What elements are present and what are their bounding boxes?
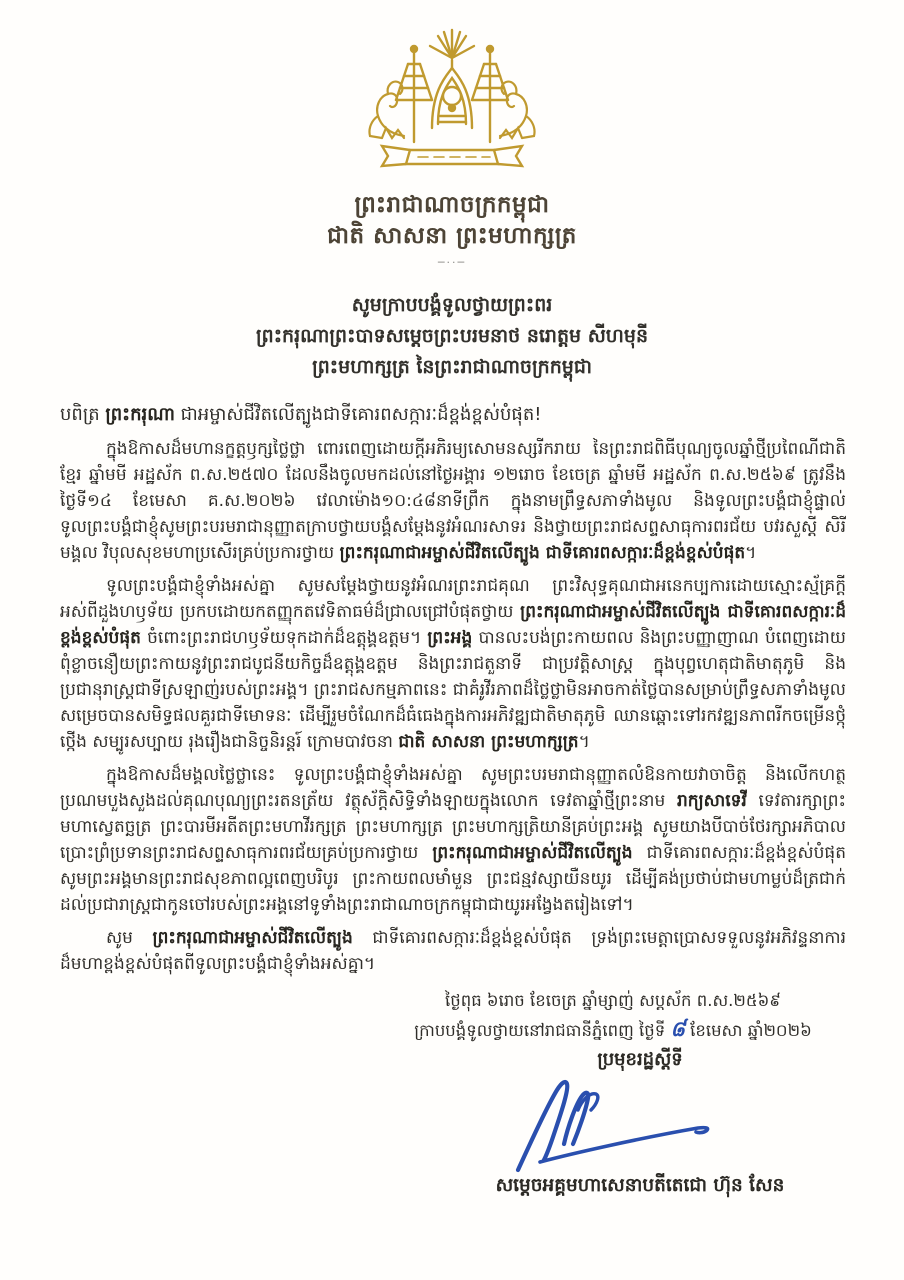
honorific-bold: ព្រះករុណាជាអម្ចាស់ជីវិតលើត្បូង ជាទីគោរពសក្ការៈដ៏ខ្ពង់ខ្ពស់បំផុត [339,543,746,563]
national-motto [0,190,904,252]
date-suffix: ខែមេសា ឆ្នាំ២០២៦ [690,1021,812,1040]
paragraph-text: ចំពោះព្រះរាជហឫទ័យទុកដាក់ដ៏ឧត្តុង្គឧត្តម។ [140,628,428,648]
paragraph-text: ក្នុងឱកាសដ៏មហានក្ខត្តឫក្សថ្លៃថ្លា ពោរពេញដោយក្តីអភិរម្យសោមនស្សរីករាយ នៃព្រះរាជពិធីបុណ្យចូលឆ្នាំថ្មីប្រពៃណីជាតិខ្មែរ ឆ្នាំមមី អដ្ឋស័ក ព.ស.២៥៧០ ដែលនឹងចូលមកដល់នៅថ្ងៃអង្គារ ១២រោច ខែចេត្រ ឆ្នាំមមី អដ្ឋស័ក ព.ស.២៥៦៩ ត្រូវនឹងថ្ងៃទី១៤ ខែមេសា គ.ស.២០២៦ វេលាម៉ោង១០:៤៨នាទីព្រឹក ក្នុងនាមព្រឹទ្ធសភាទាំងមូល និងទូលព្រះបង្គំជាខ្ញុំផ្ទាល់ ទូលព្រះបង្គំជាខ្ញុំសូមព្រះបរមរាជានុញ្ញាតក្រាបថ្វាយបង្គំសម្តែងនូវអំណរសាទរ និងថ្វាយព្រះរាជសព្ទសាធុការពរជ័យ បវរសួស្តី សិរីមង្គល វិបុលសុខមហាប្រសើរគ្រប់ប្រការថ្វាយ [60,439,846,563]
paragraph-text: ជាទីគោរពសក្ការៈដ៏ខ្ពង់ខ្ពស់បំផុត ទ្រង់ព្រះមេត្តាប្រោសទទួលនូវអភិវន្ទនាការដ៏មហាខ្ពង់ខ្ពស់បំផុតពីទូលព្រះបង្គំជាខ្ញុំទាំងអស់គ្នា។ [60,928,846,974]
salutation-line [60,401,846,429]
motto-bold: ជាតិ សាសនា ព្រះមហាក្សត្រ [398,732,579,752]
paragraph-text: សូម [106,928,153,948]
paragraph-text: ។ [578,732,590,752]
signature-block [420,1047,860,1201]
deity-name-bold: រាក្យសាទេវី [676,791,747,811]
paragraph-text: ជាទីគោរពសក្ការៈដ៏ខ្ពង់ខ្ពស់បំផុត សូមព្រះអង្គមានព្រះរាជសុខភាពល្អពេញបរិបូរ ព្រះកាយពលមាំមួន ព្រះជន្មវស្សាយឺនយូរ ដើម្បីគង់ប្រថាប់ជាមហាម្លប់ដ៏ត្រជាក់ដល់ប្រជារាស្ត្រជាកូនចៅរបស់ព្រះអង្គនៅទូទាំងព្រះរាជាណាចក្រកម្ពុជាជាយូរអង្វែងតរៀងទៅ។ [60,843,846,915]
signer-name: សម្តេចអគ្គមហាសេនាបតីតេជោ ហ៊ុន សែន [495,1175,785,1196]
signature-area [420,1074,860,1178]
paragraph-text: បានលះបង់ព្រះកាយពល និងព្រះបញ្ញាញាណ បំពេញដោយពុំខ្លាចនឿយព្រះកាយនូវព្រះរាជបូជនីយកិច្ចដ៏ឧត្តុង្គឧត្តម និងព្រះរាជតួនាទី ជាប្រវត្តិសាស្ត្រ ក្នុងបុព្វហេតុជាតិមាតុភូមិ និងប្រជានុរាស្ត្រជាទីស្រឡាញ់របស់ព្រះអង្គ។ ព្រះរាជសកម្មភាពនេះ ជាគំរូវីរភាពដ៏ថ្លៃថ្លាមិនអាចកាត់ថ្លៃបានសម្រាប់ព្រឹទ្ធសភាទាំងមូល សម្រេចបានសមិទ្ធផលគួរជាទីមោទនៈ ដើម្បីរួមចំណែកដ៏ធំធេងក្នុងការអភិវឌ្ឍជាតិមាតុភូមិ ឈានឆ្ពោះទៅរកវឌ្ឍនភាពរីកចម្រើនថ្កុំថ្កើង សម្បូរសប្បាយ រុងរឿងជានិច្ចនិរន្តរ៍ ក្រោមបាវចនា [60,628,846,752]
royal-arms-of-cambodia-icon [348,24,556,184]
address-line-1: សូមក្រាបបង្គំទូលថ្វាយព្រះពរ [351,294,553,316]
signer-title: ប្រមុខរដ្ឋស្តីទី [597,1049,683,1070]
royal-address-block [0,290,904,383]
paragraph-text: ក្នុងឱកាសដ៏មង្គលថ្លៃថ្លានេះ ទូលព្រះបង្គំជាខ្ញុំទាំងអស់គ្នា សូមព្រះបរមរាជានុញ្ញាតលំឱនកាយវាចាចិត្ត និងលើកហត្ថប្រណមបួងសួងដល់គុណបុណ្យព្រះរតនត្រ័យ វត្ថុស័ក្តិសិទ្ធិទាំងឡាយក្នុងលោក ទេវតាឆ្នាំថ្មីព្រះនាម [60,765,846,811]
honorific-bold: ព្រះករុណាជាអម្ចាស់ជីវិតលើត្បូង [152,928,353,948]
place-date-line [368,1015,858,1045]
motto-line-kingdom: ព្រះរាជាណាចក្រកម្ពុជា [354,192,550,218]
honorific-bold: ព្រះអង្គ [427,628,473,648]
motto-divider: ─··─ [437,256,467,269]
paragraph-text: ទូលព្រះបង្គំជាខ្ញុំទាំងអស់គ្នា សូមសម្តែងថ្វាយនូវអំណរព្រះរាជគុណ ព្រះវិសុទ្ធគុណជាអនេកប្បការដោយស្មោះស្ម័គ្រក្តីអស់ពីដួងហឫទ័យ ប្រកបដោយកតញ្ញុកតវេទិតាធម៌ដ៏ជ្រាលជ្រៅបំផុតថ្វាយ [60,576,846,622]
salutation-text: ជាអម្ចាស់ជីវិតលើត្បូងជាទីគោរពសក្ការៈដ៏ខ្ពង់ខ្ពស់បំផុត! [174,404,542,425]
document-header [0,0,904,268]
closing-date-block [368,987,858,1045]
hun-sen-signature-icon [460,1074,760,1178]
salutation-text: បពិត្រ [60,404,106,425]
paragraph-1 [60,436,846,566]
salutation-honorific: ព្រះករុណា [105,404,175,425]
honorific-bold: ព្រះករុណាជាអម្ចាស់ជីវិតលើត្បូង ជាទីគោរពសក្ការៈដ៏ខ្ពង់ខ្ពស់បំផុត [60,602,846,648]
motto-line-nation-religion-king: ជាតិ សាសនា ព្រះមហាក្សត្រ [327,223,577,249]
paragraph-2 [60,573,846,755]
address-line-3: ព្រះមហាក្សត្រ នៃព្រះរាជាណាចក្រកម្ពុជា [312,356,592,378]
honorific-bold: ព្រះករុណាជាអម្ចាស់ជីវិតលើត្បូង [432,843,633,863]
paragraph-3 [60,762,846,918]
lunar-date-line: ថ្ងៃពុធ ៦រោច ខែចេត្រ ឆ្នាំម្សាញ់ សប្តស័ក ព.ស.២៥៦៩ [445,991,781,1010]
handwritten-day-numeral: ៨ [670,1017,686,1041]
date-prefix: ក្រាបបង្គំទូលថ្វាយនៅរាជធានីភ្នំពេញ ថ្ងៃទី [414,1021,666,1040]
letter-body [0,401,904,977]
address-line-2: ព្រះករុណាព្រះបាទសម្តេចព្រះបរមនាថ នរោត្តម សីហមុនី [255,325,649,347]
paragraph-4 [60,925,846,977]
paragraph-text: ទេវតារក្សាព្រះមហាស្វេតច្ឆត្រ ព្រះបារមីអតីតព្រះមហាវីរក្សត្រ ព្រះមហាក្សត្រ ព្រះមហាក្សត្រិយានីគ្រប់ព្រះអង្គ សូមយាងបីបាច់ថែរក្សាអភិបាលប្រោះព្រំប្រទានព្រះរាជសព្ទសាធុការពរជ័យគ្រប់ប្រការថ្វាយ [60,791,846,863]
paragraph-text: ។ [745,543,757,563]
